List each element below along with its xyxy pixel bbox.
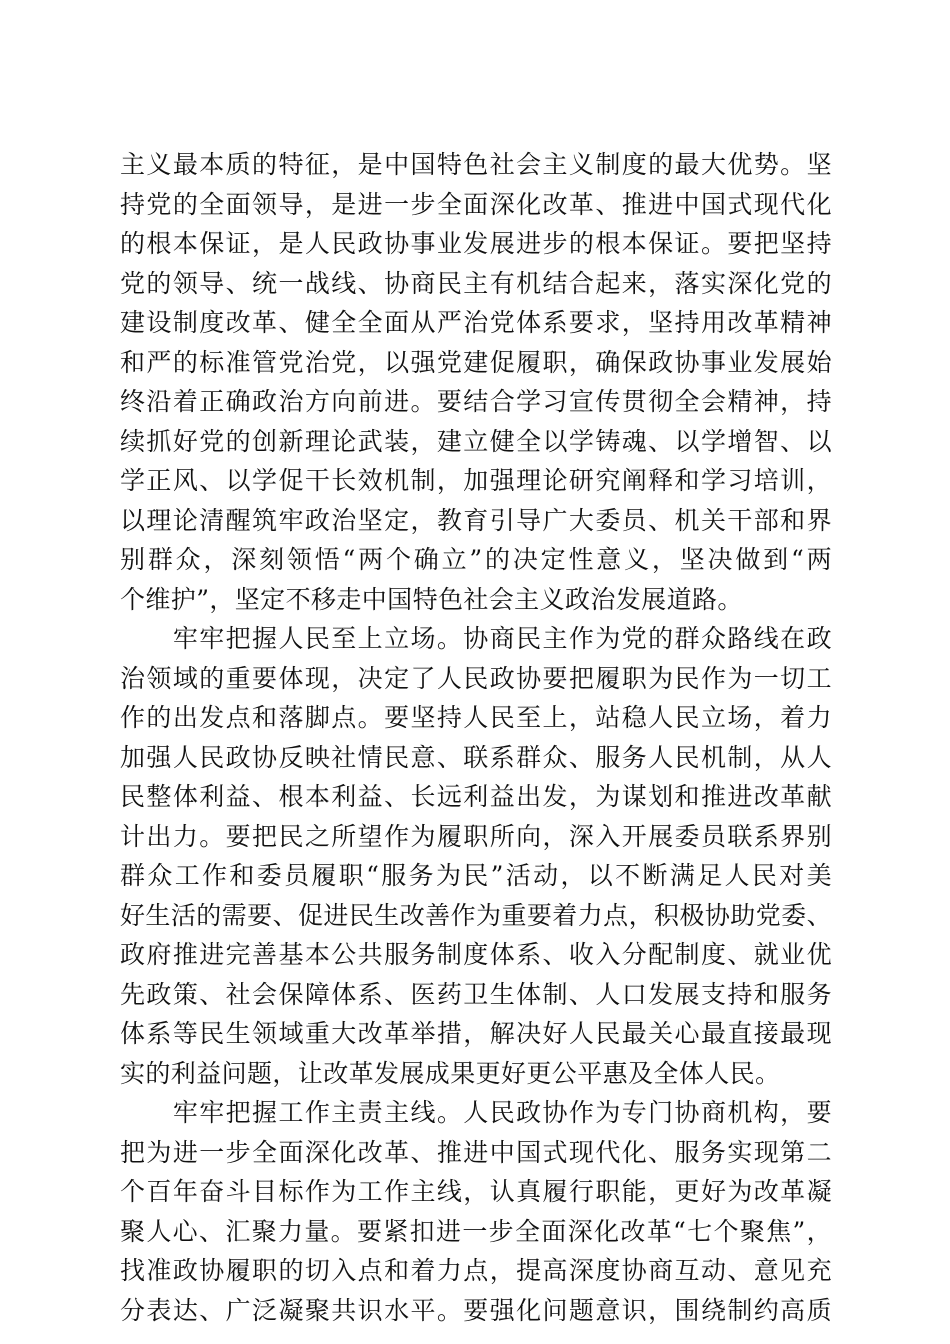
text-line: 把为进一步全面深化改革、推进中国式现代化、服务实现第二 [120, 1137, 832, 1167]
text-line: 计出力。要把民之所望作为履职所向，深入开展委员联系界别 [120, 821, 832, 851]
paragraph-1 [120, 145, 832, 619]
text-line: 加强人民政协反映社情民意、联系群众、服务人民机制，从人 [120, 742, 832, 772]
text-line: 学正风、以学促干长效机制，加强理论研究阐释和学习培训， [120, 466, 832, 495]
text-line: 牢牢把握人民至上立场。协商民主作为党的群众路线在政 [120, 624, 832, 653]
text-line: 分表达、广泛凝聚共识水平。要强化问题意识，围绕制约高质 [120, 1295, 832, 1325]
text-line: 实的利益问题，让改革发展成果更好更公平惠及全体人民。 [120, 1058, 781, 1088]
document-page [120, 145, 832, 1330]
text-line: 找准政协履职的切入点和着力点，提高深度协商互动、意见充 [120, 1256, 832, 1285]
text-line: 党的领导、统一战线、协商民主有机结合起来，落实深化党的 [120, 268, 832, 298]
text-line: 续抓好党的创新理论武装，建立健全以学铸魂、以学增智、以 [120, 426, 832, 456]
text-line: 政府推进完善基本公共服务制度体系、收入分配制度、就业优 [120, 940, 832, 969]
text-line: 群众工作和委员履职“服务为民”活动，以不断满足人民对美 [120, 861, 832, 890]
text-line: 和严的标准管党治党，以强党建促履职，确保政协事业发展始 [120, 347, 832, 377]
text-line: 别群众，深刻领悟“两个确立”的决定性意义，坚决做到“两 [120, 545, 832, 574]
text-line: 先政策、社会保障体系、医药卫生体制、人口发展支持和服务 [120, 979, 832, 1009]
text-line: 民整体利益、根本利益、长远利益出发，为谋划和推进改革献 [120, 782, 832, 811]
text-line: 作的出发点和落脚点。要坚持人民至上，站稳人民立场，着力 [120, 703, 832, 732]
text-line: 主义最本质的特征，是中国特色社会主义制度的最大优势。坚 [120, 150, 832, 179]
text-line: 个维护”，坚定不移走中国特色社会主义政治发展道路。 [120, 584, 743, 614]
paragraph-2 [120, 619, 832, 1093]
text-line: 牢牢把握工作主责主线。人民政协作为专门协商机构，要 [120, 1098, 832, 1127]
text-line: 治领域的重要体现，决定了人民政协要把履职为民作为一切工 [120, 663, 832, 693]
text-line: 体系等民生领域重大改革举措，解决好人民最关心最直接最现 [120, 1019, 832, 1048]
text-line: 好生活的需要、促进民生改善作为重要着力点，积极协助党委、 [120, 900, 832, 930]
text-line: 个百年奋斗目标作为工作主线，认真履行职能，更好为改革凝 [120, 1177, 832, 1206]
text-line: 持党的全面领导，是进一步全面深化改革、推进中国式现代化 [120, 189, 832, 219]
text-line: 聚人心、汇聚力量。要紧扣进一步全面深化改革“七个聚焦”， [120, 1216, 832, 1246]
text-line: 的根本保证，是人民政协事业发展进步的根本保证。要把坚持 [120, 229, 832, 258]
paragraph-3 [120, 1093, 832, 1330]
text-line: 终沿着正确政治方向前进。要结合学习宣传贯彻全会精神，持 [120, 387, 832, 416]
text-line: 建设制度改革、健全全面从严治党体系要求，坚持用改革精神 [120, 308, 832, 337]
text-line: 以理论清醒筑牢政治坚定，教育引导广大委员、机关干部和界 [120, 505, 832, 535]
